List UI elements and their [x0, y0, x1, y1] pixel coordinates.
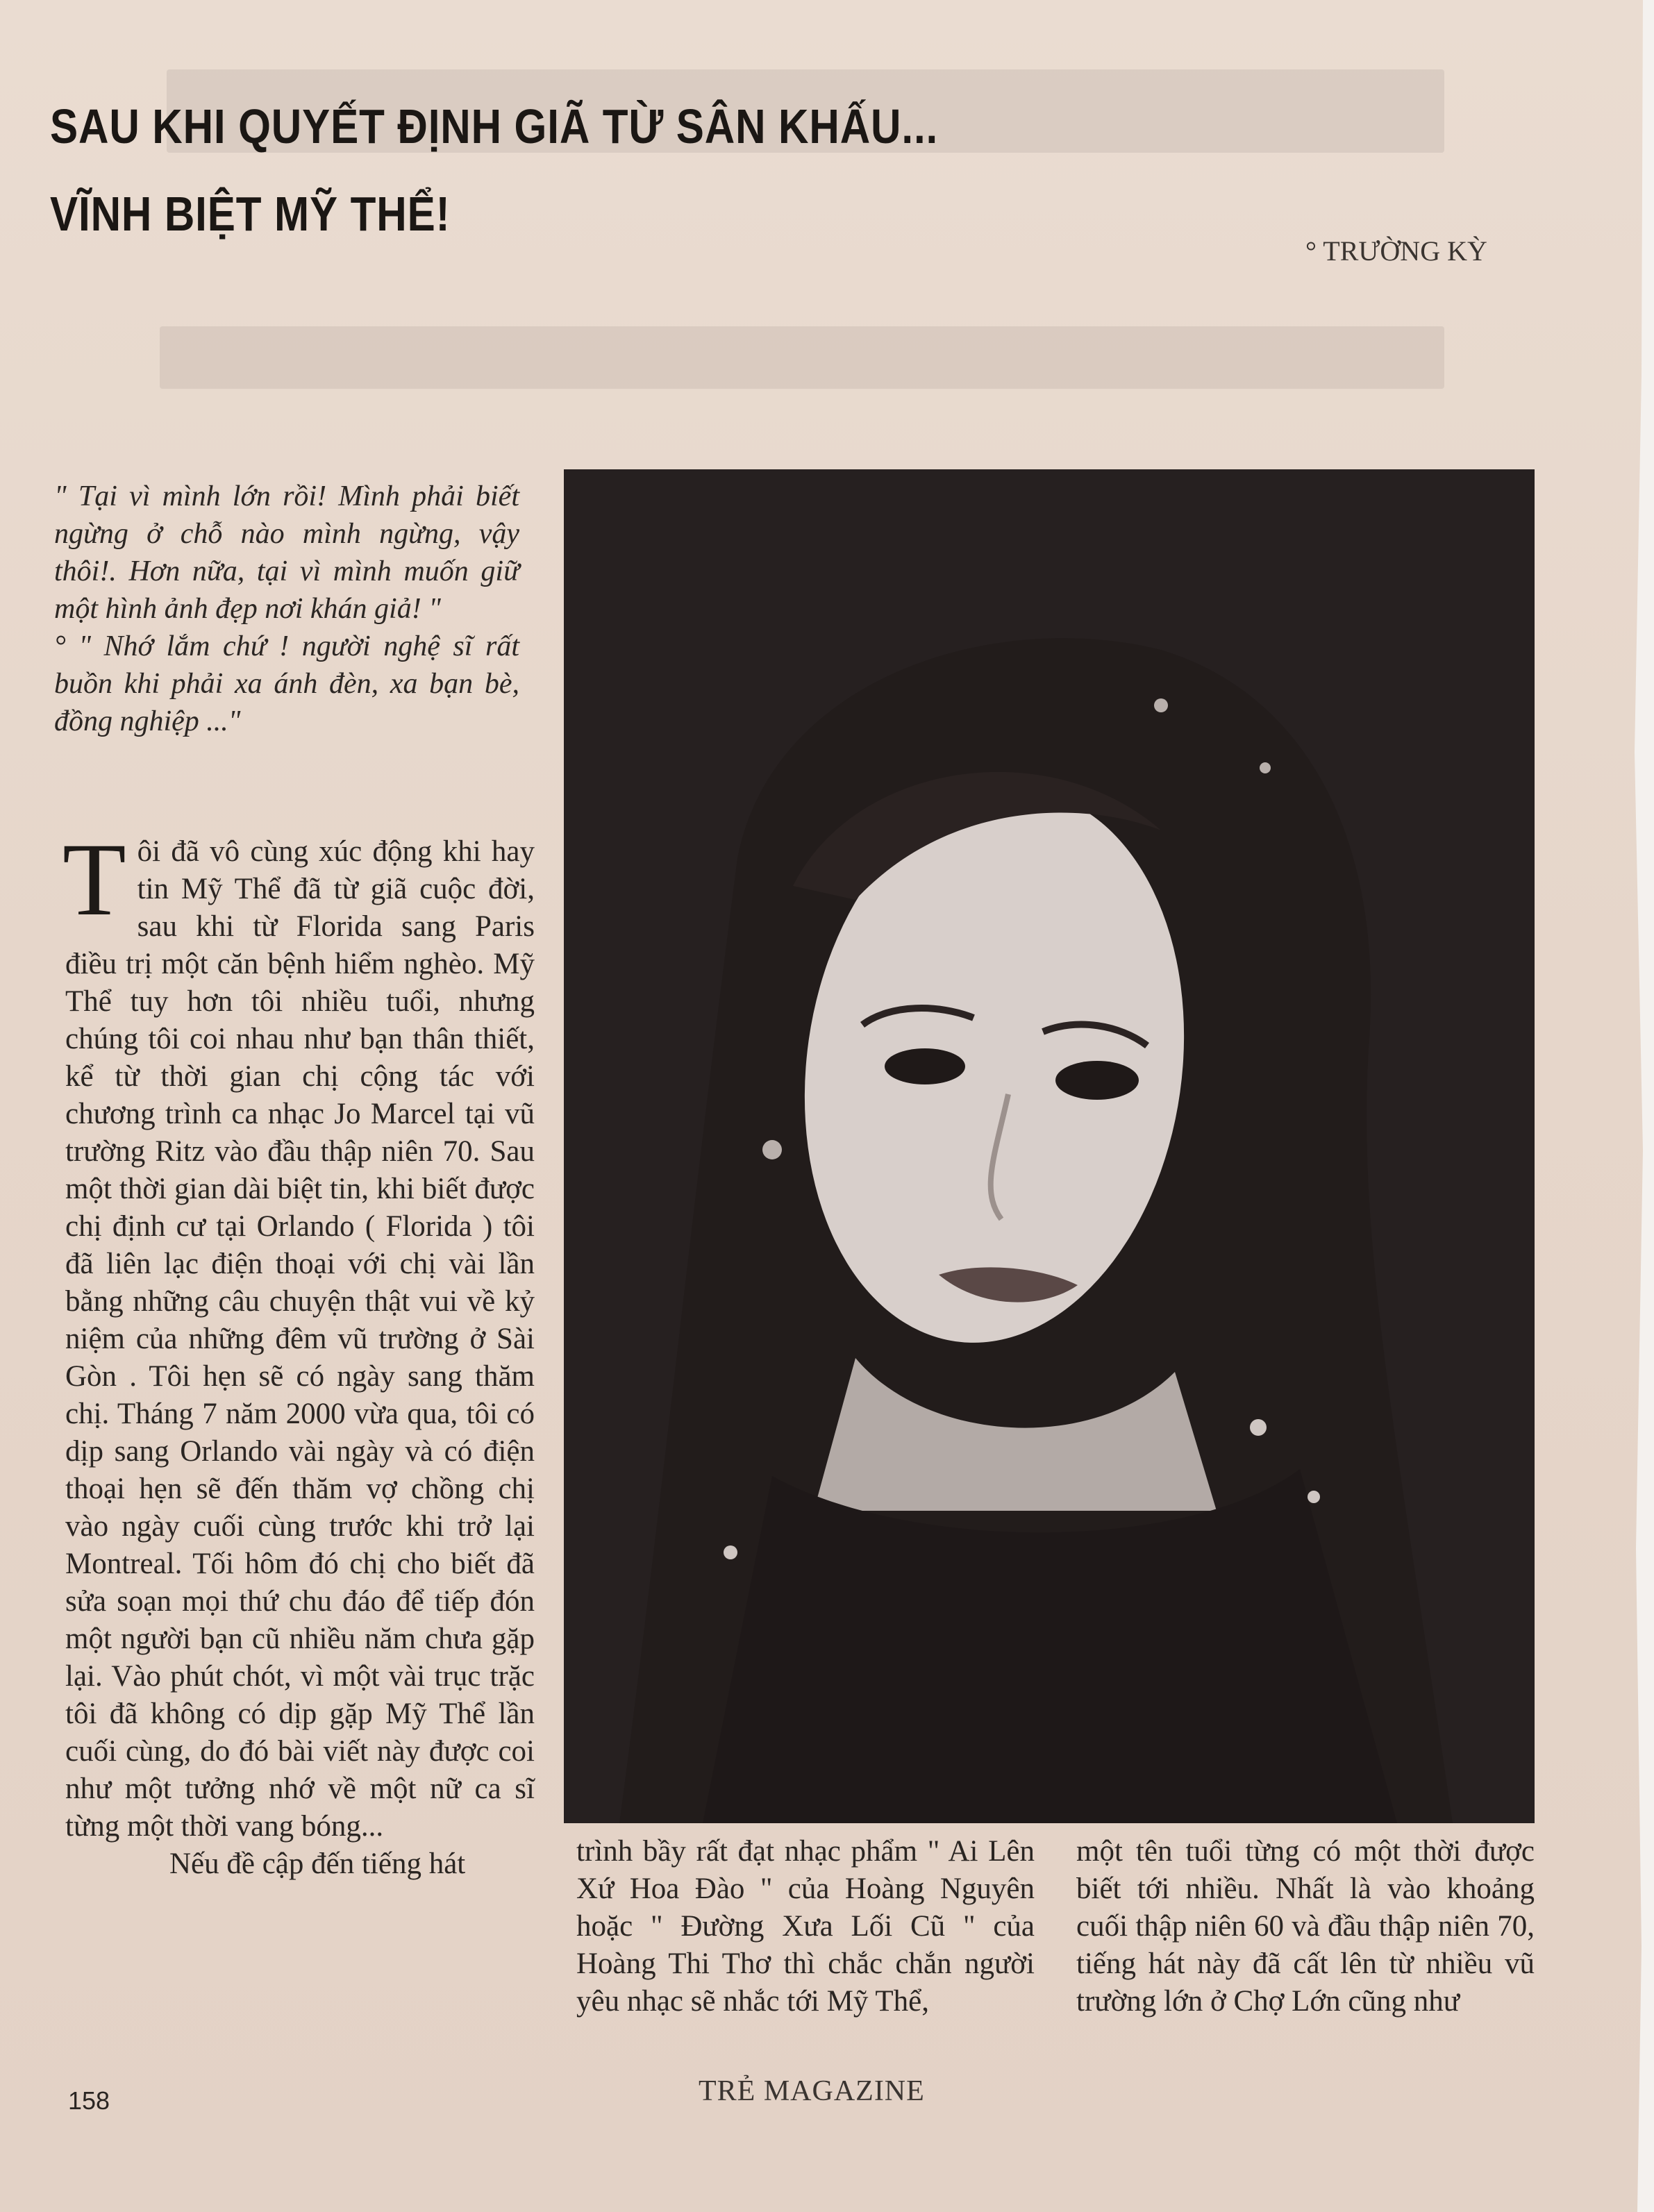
- drop-cap: T: [62, 822, 126, 937]
- column-1-text: ôi đã vô cùng xúc động khi hay tin Mỹ Thể đã từ giã cuộc đời, sau khi từ Florida sang Paris điều trị một căn bệnh hiểm nghèo. Mỹ Thể tuy hơn tôi nhiều tuổi, nhưng chúng tôi coi nhau như bạn thân thiết, kể từ thời gian chị cộng tác với chương trình ca nhạc Jo Marcel tại vũ trường Ritz vào đầu thập niên 70. Sau một thời gian dài biệt tin, khi biết được chị định cư tại Orlando ( Florida ) tôi đã liên lạc điện thoại với chị vài lần bằng những câu chuyện thật vui về kỷ niệm của những đêm vũ trường ở Sài Gòn . Tôi hẹn sẽ có ngày sang thăm chị. Tháng 7 năm 2000 vừa qua, tôi có dịp sang Orlando vài ngày và có điện thoại hẹn sẽ đến thăm vợ chồng chị vào ngày cuối cùng trước khi trở lại Montreal. Tối hôm đó chị cho biết đã sửa soạn mọi thứ chu đáo để tiếp đón một người bạn cũ nhiều năm chưa gặp lại. Vào phút chót, vì một vài trục trặc tôi đã không có dịp gặp Mỹ Thể lần cuối cùng, do đó bài viết này được coi như một tưởng nhớ về một nữ ca sĩ từng một thời vang bóng...: [65, 835, 535, 1843]
- pull-quote: [54, 478, 519, 740]
- column-2-text: trình bầy rất đạt nhạc phẩm " Ai Lên Xứ Hoa Đào " của Hoàng Nguyên hoặc " Đường Xưa Lối Cũ " của Hoàng Thi Thơ thì chắc chắn người yêu nhạc sẽ nhắc tới Mỹ Thể,: [576, 1835, 1035, 2018]
- pull-quote-2: ° " Nhớ lắm chứ ! người nghệ sĩ rất buồn khi phải xa ánh đèn, xa bạn bè, đồng nghiệp ...": [54, 630, 519, 737]
- column-1-continuation: Nếu đề cập đến tiếng hát: [169, 1847, 466, 1880]
- article-column-3: [1076, 1833, 1535, 2020]
- byline: ° TRƯỜNG KỲ: [1305, 235, 1487, 267]
- article-column-2: [576, 1833, 1035, 2020]
- singer-portrait-photo: [564, 469, 1535, 1823]
- page-number: 158: [68, 2086, 110, 2115]
- article-column-1: [62, 822, 535, 1883]
- pull-quote-1: " Tại vì mình lớn rồi! Mình phải biết ngừng ở chỗ nào mình ngừng, vậy thôi!. Hơn nữa, tại vì mình muốn giữ một hình ảnh đẹp nơi khán giả! ": [54, 480, 519, 625]
- column-1-paragraph: [62, 822, 535, 1845]
- magazine-name: TRẺ MAGAZINE: [699, 2075, 925, 2107]
- headline-line-1: SAU KHI QUYẾT ĐỊNH GIÃ TỪ SÂN KHẤU...: [50, 99, 939, 153]
- bleed-through-band: [160, 326, 1444, 389]
- column-3-text: một tên tuổi từng có một thời được biết tới nhiều. Nhất là vào khoảng cuối thập niên 60 và đầu thập niên 70, tiếng hát này đã cất lên từ nhiều vũ trường lớn ở Chợ Lớn cũng như: [1076, 1835, 1535, 2018]
- headline-line-2: VĨNH BIỆT MỸ THỂ!: [50, 187, 451, 241]
- portrait-illustration: [564, 469, 1535, 1823]
